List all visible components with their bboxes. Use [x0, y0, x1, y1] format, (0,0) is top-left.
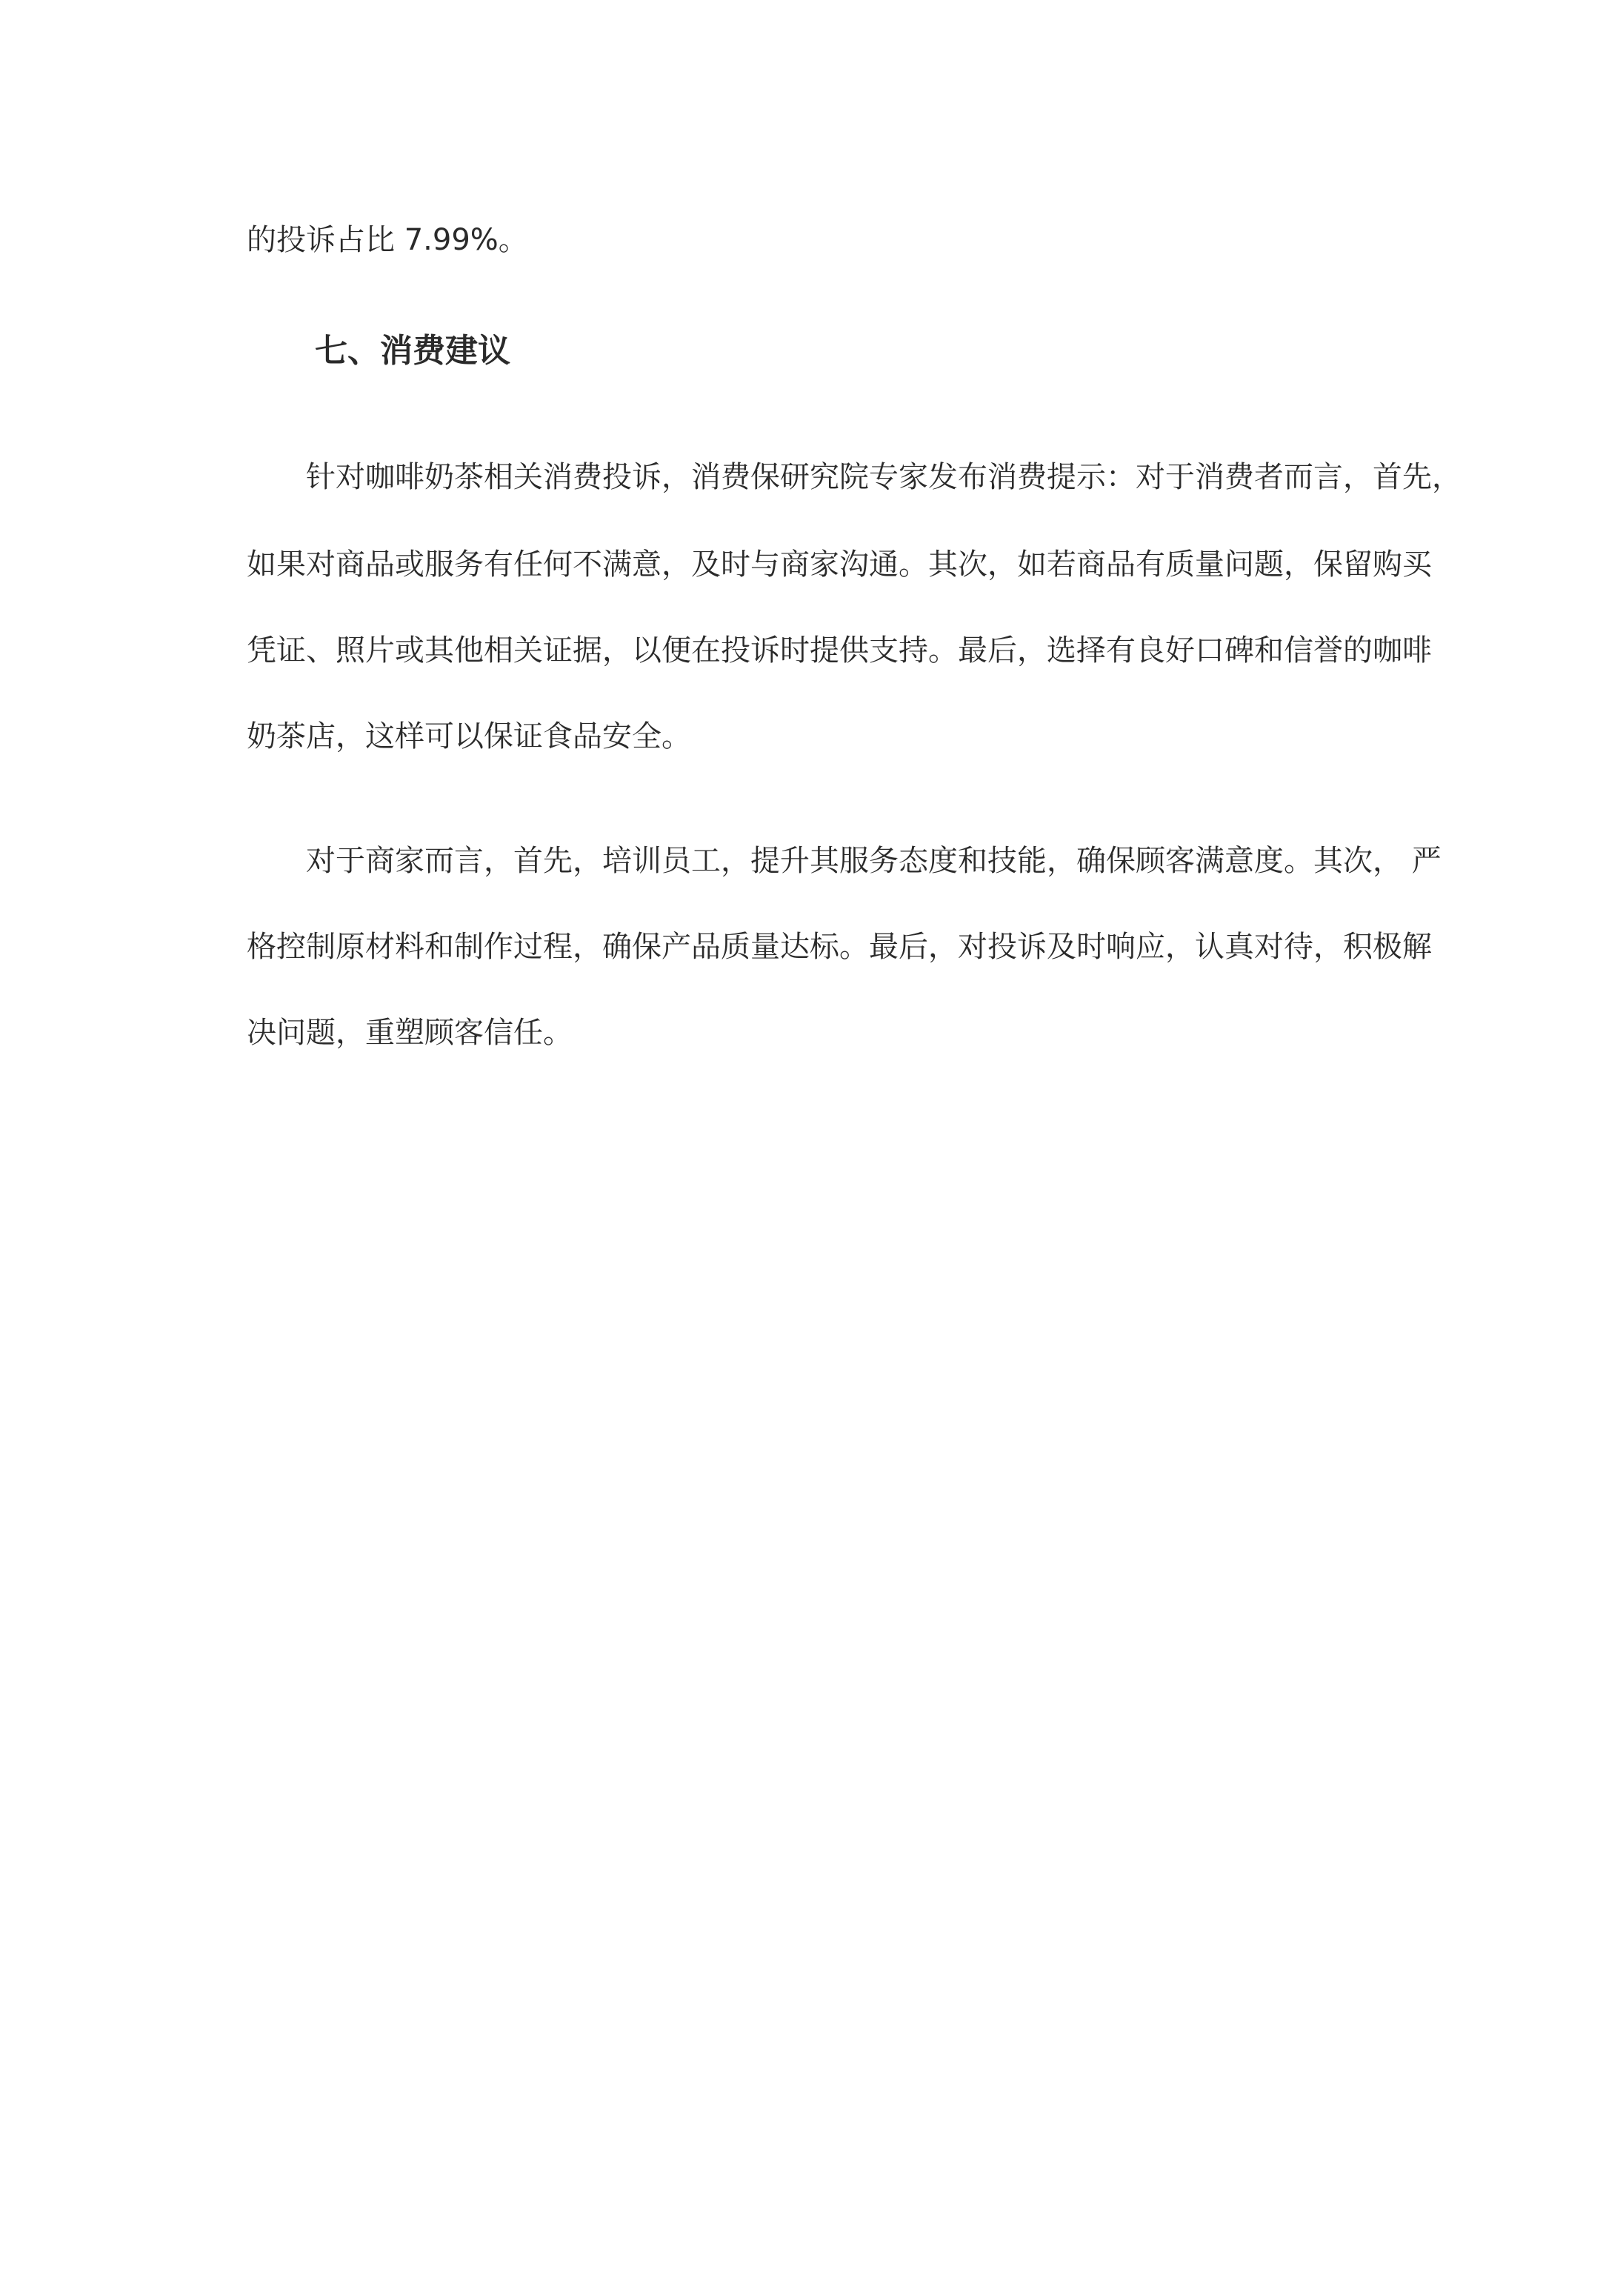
paragraph-line: 凭证、照片或其他相关证据，以便在投诉时提供支持。最后，选择有良好口碑和信誉的咖啡 — [247, 633, 1432, 668]
paragraph-line: 奶茶店，这样可以保证食品安全。 — [247, 719, 691, 753]
paragraph-line: 决问题，重塑顾客信任。 — [247, 1016, 573, 1050]
continuation-text: 的投诉占比 7.99%。 — [247, 223, 528, 257]
paragraph-line: 如果对商品或服务有任何不满意，及时与商家沟通。其次，如若商品有质量问题，保留购买 — [247, 548, 1432, 582]
section-heading: 七、消费建议 — [315, 332, 510, 370]
paragraph-line: 格控制原材料和制作过程，确保产品质量达标。最后，对投诉及时响应，认真对待，积极解 — [247, 930, 1432, 964]
paragraph-line: 针对咖啡奶茶相关消费投诉，消费保研究院专家发布消费提示：对于消费者而言，首先， — [306, 460, 1462, 494]
paragraph-line: 对于商家而言，首先，培训员工，提升其服务态度和技能，确保顾客满意度。其次， 严 — [306, 844, 1442, 878]
